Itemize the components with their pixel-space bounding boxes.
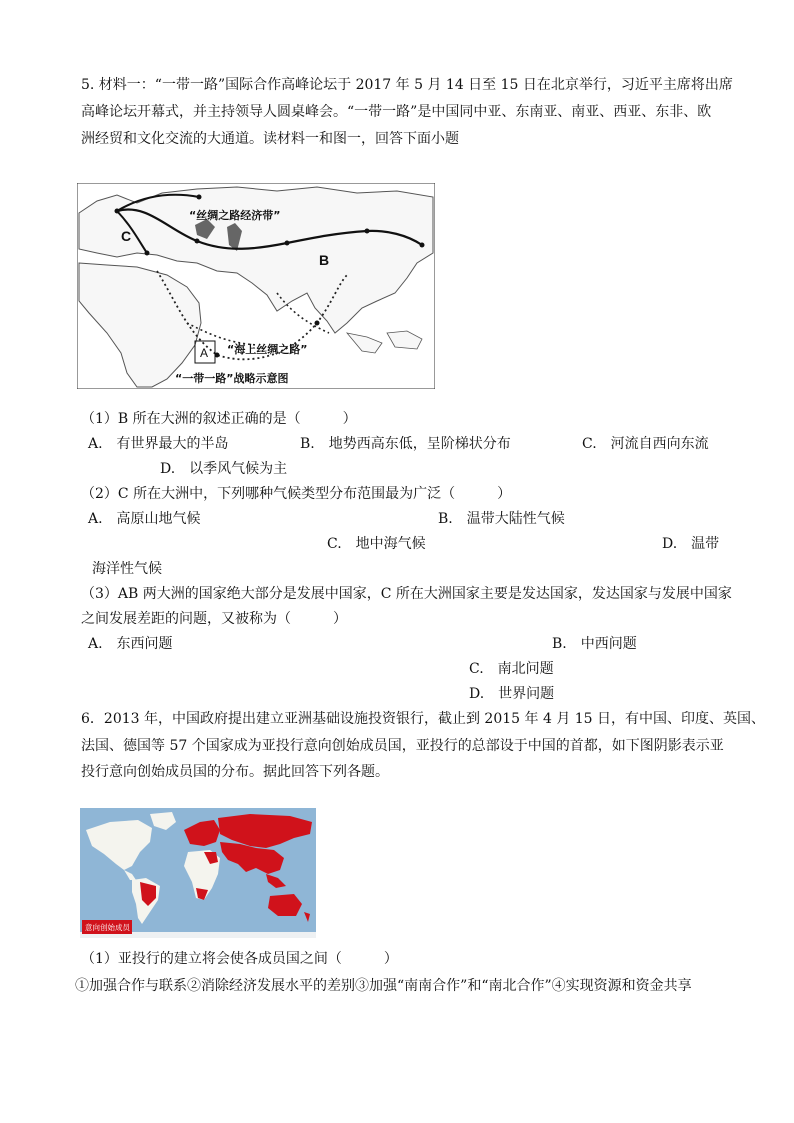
q5-sub3-option-b: B. 中西问题: [552, 636, 637, 652]
q5-sub2-option-d-wrap: 海洋性气候: [92, 561, 162, 577]
q5-sub3-option-c: C. 南北问题: [469, 661, 554, 677]
q5-sub1-option-c: C. 河流自西向东流: [582, 436, 709, 452]
q5-sub1-option-d: D. 以季风气候为主: [160, 461, 288, 477]
aiib-member-map: [80, 808, 316, 938]
q5-sub3-stem-line-2: 之间发展差距的问题，又被称为（ ）: [81, 611, 347, 627]
q6-stem-line-2: 法国、德国等 57 个国家成为亚投行意向创始成员国，亚投行的总部设于中国的首都，如下图阴影表示亚: [81, 738, 724, 754]
q5-sub2-option-c: C. 地中海气候: [327, 536, 426, 552]
q5-sub2-option-d: D. 温带: [662, 536, 720, 552]
label-c: C: [121, 228, 132, 244]
label-b: B: [319, 252, 330, 268]
legend-label: 意向创始成员: [85, 923, 130, 932]
q6-stem-line-3: 投行意向创始成员国的分布。据此回答下列各题。: [81, 764, 389, 780]
belt-road-map: [77, 183, 435, 389]
q6-stem-line-1: 6．2013 年，中国政府提出建立亚洲基础设施投资银行，截止到 2015 年 4 月 15 日，有中国、印度、英国、: [81, 711, 766, 727]
q6-sub1-stem: （1）亚投行的建立将会使各成员国之间（ ）: [81, 951, 398, 967]
q5-sub3-option-a: A. 东西问题: [88, 636, 173, 652]
q6-sub1-items: ①加强合作与联系②消除经济发展水平的差别③加强“南南合作”和“南北合作”④实现资源和资金共享: [75, 978, 692, 994]
figure-1-caption: “一带一路”战略示意图: [175, 372, 289, 385]
q5-sub1-stem: （1）B 所在大洲的叙述正确的是（ ）: [81, 411, 357, 427]
q5-stem-line-1: 5. 材料一：“一带一路”国际合作高峰论坛于 2017 年 5 月 14 日至 15 日在北京举行，习近平主席将出席: [81, 77, 733, 93]
q5-sub3-option-d: D. 世界问题: [469, 686, 555, 702]
q5-sub2-option-a: A. 高原山地气候: [88, 511, 201, 527]
q5-stem-line-3: 洲经贸和文化交流的大通道。读材料一和图一，回答下面小题: [81, 131, 459, 147]
q5-sub1-option-b: B. 地势西高东低，呈阶梯状分布: [300, 436, 511, 452]
q5-sub1-option-a: A. 有世界最大的半岛: [88, 436, 229, 452]
q5-sub2-option-b: B. 温带大陆性气候: [438, 511, 565, 527]
maritime-silk-road-label: “海上丝绸之路”: [227, 343, 308, 356]
label-a: A: [200, 346, 209, 360]
q5-sub3-stem-line-1: （3）AB 两大洲的国家绝大部分是发展中国家，C 所在大洲国家主要是发达国家，发达国家与发展中国家: [81, 586, 732, 602]
silk-road-belt-label: “丝绸之路经济带”: [189, 209, 281, 222]
q5-sub2-stem: （2）C 所在大洲中，下列哪种气候类型分布范围最为广泛（ ）: [81, 486, 512, 502]
q5-stem-line-2: 高峰论坛开幕式，并主持领导人圆桌峰会。“一带一路”是中国同中亚、东南亚、南亚、西亚、东非、欧: [81, 104, 712, 120]
